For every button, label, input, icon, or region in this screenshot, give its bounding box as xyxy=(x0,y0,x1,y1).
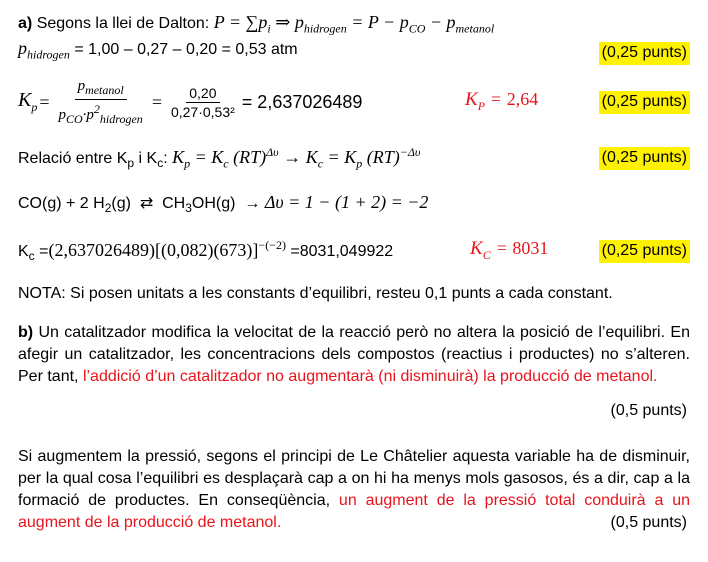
catalyst-conclusion: l’addició d’un catalitzador no augmentarà (ni disminuirà) la producció de metanol. xyxy=(82,368,658,385)
points-badge-2: (0,25 punts) xyxy=(599,91,690,114)
kp-rounded: $K_P = 2,64$ xyxy=(465,89,539,113)
p-hidrogen-line xyxy=(18,38,298,63)
part-a-label: a) xyxy=(18,15,33,32)
points-badge-3: (0,25 punts) xyxy=(599,147,690,170)
points-badge-6: (0,5 punts) xyxy=(610,514,687,531)
dalton-intro: Segons la llei de Dalton: xyxy=(36,15,210,32)
kp-result: = 2,637026489 xyxy=(241,91,363,112)
kp-numeric-fraction: $\frac{0,20}{\text{0,27·0,53²}}$ xyxy=(170,84,235,120)
part-b-paragraph-2: Si augmentem la pressió, segons el principi de Le Châtelier aquesta variable ha de disminuir, per la qual cosa l’equilibri es desplaçarà cap a on hi ha menys mols gasosos, és a dir, cap a la formació de productes. En conseqüència, un augment de la pressió total conduirà a un augment de la producció de metanol. xyxy=(18,448,690,531)
points-badge-5: (0,5 punts) xyxy=(610,402,687,419)
relation-line: Relació entre $K_p$ i $K_c$: $K_p = K_c$ $(RT)^{\Delta\upsilon} \to K_c = K_p$ (RT)$^{-\Delta\upsilon}$ xyxy=(18,145,421,171)
reaction-line: CO(g) + 2 $H_2(g)$ ⇄ $CH_3OH(g) \to \Delta\upsilon = 1 - (1 + 2) = -2$ xyxy=(18,192,429,216)
delta-nu-formula: Δυ = 1 − (1 + 2) = −2 xyxy=(264,192,429,212)
kp-symbol: $K_p$ xyxy=(18,89,38,114)
kp-line: $K_p$ = $\frac{p_{metanol}}{p_{CO}\cdot p^2_{hidrogen}}$ = $\frac{0,20}{\text{0,27·0,53²}}$ = 2,637026489 xyxy=(18,77,363,126)
relation-formula: $K_p = K_c$ $(RT)^{\Delta\upsilon} \to K_c = K_p$ (RT)$^{-\Delta\upsilon}$ xyxy=(172,145,421,171)
points-badge-1: (0,25 punts) xyxy=(599,42,690,65)
kp-symbolic-fraction: $\frac{p_{metanol}}{p_{CO}\cdot p^2_{hidrogen}}$ xyxy=(58,77,143,126)
p-hidrogen-symbol: $p_{hidrogen}$ xyxy=(18,38,70,62)
dalton-formula: $P = \sum p_i$ ⇒ $p_{hidrogen} = P - p_{CO} - p_{metanol}$ xyxy=(213,12,495,36)
p-hidrogen-calc: = 1,00 – 0,27 – 0,20 = 0,53 atm xyxy=(74,41,298,58)
part-b-paragraph-1: b) Un catalitzador modifica la velocitat de la reacció però no altera la posició de l’equilibri. En afegir un catalitzador, les concentracions dels compostos (reactius i productes) no s’alteren. Per tant, l’addició d’un catalitzador no augmentarà (ni disminuirà) la producció de metanol. xyxy=(18,324,690,385)
points-badge-4: (0,25 punts) xyxy=(599,240,690,263)
nota-text: NOTA: Si posen unitats a les constants d’equilibri, resteu 0,1 punts a cada constant. xyxy=(18,285,613,302)
pressure-conclusion: un augment de la pressió total conduirà a un augment de la producció de metanol. xyxy=(18,492,690,531)
kc-line: $K_c =(2,637026489)[(0,082)(673)]^{-(-2)} =8031,049922$ xyxy=(18,238,394,264)
kc-rounded: $K_C = 8031$ xyxy=(470,238,549,262)
dalton-law-line xyxy=(18,12,494,37)
part-b-label: b) xyxy=(18,324,34,341)
